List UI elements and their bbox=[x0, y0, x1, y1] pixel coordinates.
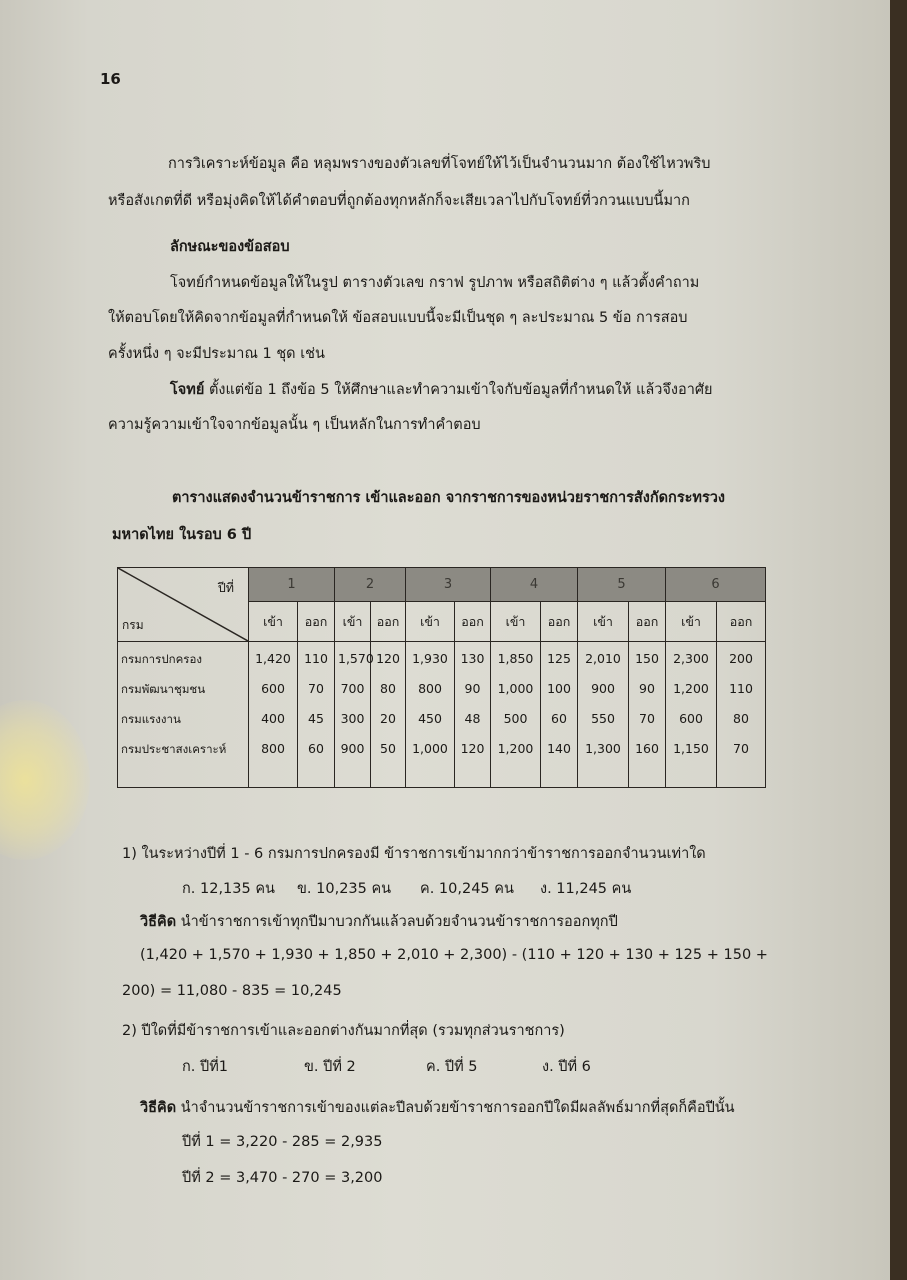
table-cell: 150 bbox=[635, 651, 659, 666]
table-cell: 45 bbox=[308, 711, 324, 726]
dept-column bbox=[118, 642, 249, 788]
table-cell: 1,930 bbox=[412, 651, 448, 666]
out-header: ออก bbox=[717, 602, 766, 642]
description-line-2: ให้ตอบโดยให้คิดจากข้อมูลที่กำหนดให้ ข้อสอบแบบนี้จะมีเป็นชุด ๆ ละประมาณ 5 ข้อ การสอบ bbox=[108, 310, 688, 326]
table-cell: 80 bbox=[380, 681, 396, 696]
table-cell: 450 bbox=[418, 711, 442, 726]
table-cell: 20 bbox=[380, 711, 396, 726]
q2-question: 2) ปีใดที่มีข้าราชการเข้าและออกต่างกันมากที่สุด (รวมทุกส่วนราชการ) bbox=[122, 1023, 565, 1039]
description-line-1: โจทย์กำหนดข้อมูลให้ในรูป ตารางตัวเลข กราฟ รูปภาพ หรือสถิติต่าง ๆ แล้วตั้งคำถาม bbox=[170, 275, 700, 291]
value-column bbox=[491, 642, 541, 788]
year-header: 2 bbox=[335, 568, 406, 602]
q1-method bbox=[140, 910, 618, 933]
value-column bbox=[578, 642, 629, 788]
out-header: ออก bbox=[541, 602, 578, 642]
table-cell: 120 bbox=[460, 741, 485, 756]
instruction-line-1 bbox=[170, 378, 713, 401]
value-column bbox=[541, 642, 578, 788]
intro-line-2: หรือสังเกตที่ดี หรือมุ่งคิดให้ได้คำตอบที่ถูกต้องทุกหลักก็จะเสียเวลาไปกับโจทย์ที่วกวนแบบนี้มาก bbox=[108, 193, 690, 209]
in-header: เข้า bbox=[249, 602, 298, 642]
table-cell: 1,000 bbox=[412, 741, 448, 756]
q2-method-label: วิธีคิด bbox=[140, 1100, 177, 1116]
table-cell: 400 bbox=[261, 711, 285, 726]
table-cell: 90 bbox=[639, 681, 655, 696]
year-header: 5 bbox=[578, 568, 666, 602]
value-column bbox=[371, 642, 406, 788]
table-cell: 70 bbox=[639, 711, 655, 726]
table-body-row bbox=[118, 642, 766, 788]
dept-name: กรมประชาสงเคราะห์ bbox=[121, 742, 227, 756]
out-header: ออก bbox=[629, 602, 666, 642]
table-cell: 130 bbox=[460, 651, 485, 666]
table-title-line-2: มหาดไทย ในรอบ 6 ปี bbox=[112, 527, 252, 543]
year-header: 1 bbox=[249, 568, 335, 602]
table-cell: 70 bbox=[733, 741, 749, 756]
table-cell: 100 bbox=[547, 681, 571, 696]
table-title-line-1: ตารางแสดงจำนวนข้าราชการ เข้าและออก จากราชการของหน่วยราชการสังกัดกระทรวง bbox=[172, 490, 725, 506]
table-cell: 1,150 bbox=[673, 741, 709, 756]
q2-method-text: นำจำนวนข้าราชการเข้าของแต่ละปีลบด้วยข้าราชการออกปีใดมีผลลัพธ์มากที่สุดก็คือปีนั้น bbox=[180, 1100, 735, 1116]
instruction-line-2: ความรู้ความเข้าใจจากข้อมูลนั้น ๆ เป็นหลักในการทำคำตอบ bbox=[108, 417, 481, 433]
table-cell: 2,010 bbox=[585, 651, 621, 666]
value-column bbox=[406, 642, 455, 788]
table-cell: 600 bbox=[261, 681, 285, 696]
table-cell: 500 bbox=[503, 711, 528, 726]
dept-name: กรมพัฒนาชุมชน bbox=[121, 682, 206, 696]
table-cell: 120 bbox=[376, 651, 400, 666]
table-cell: 70 bbox=[308, 681, 324, 696]
table-corner-header bbox=[118, 568, 249, 642]
table-cell: 110 bbox=[304, 651, 328, 666]
table-cell: 48 bbox=[464, 711, 481, 726]
personnel-table bbox=[117, 567, 766, 788]
value-column bbox=[629, 642, 666, 788]
q1-choice-d: ง. 11,245 คน bbox=[540, 881, 632, 897]
year-header: 3 bbox=[406, 568, 491, 602]
out-header: ออก bbox=[298, 602, 335, 642]
table-cell: 60 bbox=[551, 711, 567, 726]
instruction-label: โจทย์ bbox=[170, 382, 205, 398]
table-cell: 800 bbox=[418, 681, 442, 696]
dept-name: กรมแรงงาน bbox=[121, 712, 181, 726]
section-heading: ลักษณะของข้อสอบ bbox=[170, 239, 290, 255]
table-cell: 90 bbox=[464, 681, 481, 696]
table-cell: 2,300 bbox=[673, 651, 709, 666]
instruction-text: ตั้งแต่ข้อ 1 ถึงข้อ 5 ให้ศึกษาและทำความเข้าใจกับข้อมูลที่กำหนดให้ แล้วจึงอาศัย bbox=[208, 382, 713, 398]
in-header: เข้า bbox=[406, 602, 455, 642]
in-header: เข้า bbox=[578, 602, 629, 642]
description-line-3: ครั้งหนึ่ง ๆ จะมีประมาณ 1 ชุด เช่น bbox=[108, 346, 325, 362]
q2-choice-c: ค. ปีที่ 5 bbox=[426, 1059, 478, 1075]
table-cell: 60 bbox=[308, 741, 324, 756]
table-cell: 900 bbox=[591, 681, 615, 696]
table-cell: 160 bbox=[635, 741, 659, 756]
table-cell: 550 bbox=[591, 711, 615, 726]
q1-choice-b: ข. 10,235 คน bbox=[297, 881, 392, 897]
table-cell: 50 bbox=[380, 741, 396, 756]
q1-method-text: นำข้าราชการเข้าทุกปีมาบวกกันแล้วลบด้วยจำนวนข้าราชการออกทุกปี bbox=[180, 914, 618, 930]
q1-question: 1) ในระหว่างปีที่ 1 - 6 กรมการปกครองมี ข้าราชการเข้ามากกว่าข้าราชการออกจำนวนเท่าใด bbox=[122, 846, 706, 862]
value-column bbox=[335, 642, 374, 788]
year-header: 4 bbox=[491, 568, 578, 602]
out-header: ออก bbox=[371, 602, 406, 642]
value-column bbox=[249, 642, 298, 788]
table-cell: 1,200 bbox=[673, 681, 709, 696]
value-column bbox=[717, 642, 766, 788]
q2-choice-b: ข. ปีที่ 2 bbox=[304, 1059, 356, 1075]
table-cell: 140 bbox=[547, 741, 571, 756]
header-dept-label: กรม bbox=[122, 618, 144, 632]
table-cell: 1,570 bbox=[338, 651, 374, 666]
table-cell: 1,300 bbox=[585, 741, 621, 756]
value-column bbox=[298, 642, 335, 788]
table-cell: 1,200 bbox=[497, 741, 534, 756]
q1-choice-c: ค. 10,245 คน bbox=[420, 881, 514, 897]
table-cell: 800 bbox=[261, 741, 285, 756]
table-cell: 700 bbox=[340, 681, 365, 696]
value-column bbox=[455, 642, 491, 788]
q1-choice-a: ก. 12,135 คน bbox=[182, 881, 275, 897]
table-cell: 1,850 bbox=[497, 651, 534, 666]
header-year-label: ปีที่ bbox=[217, 580, 234, 595]
page-number: 16 bbox=[100, 70, 121, 88]
q1-method-label: วิธีคิด bbox=[140, 914, 177, 930]
table-cell: 125 bbox=[547, 651, 571, 666]
q2-method bbox=[140, 1096, 735, 1119]
out-header: ออก bbox=[455, 602, 491, 642]
table-cell: 900 bbox=[340, 741, 365, 756]
table-cell: 300 bbox=[340, 711, 365, 726]
q1-calc-line-2: 200) = 11,080 - 835 = 10,245 bbox=[122, 983, 342, 999]
in-header: เข้า bbox=[491, 602, 541, 642]
table-cell: 1,420 bbox=[255, 651, 291, 666]
intro-line-1: การวิเคราะห์ข้อมูล คือ หลุมพรางของตัวเลขที่โจทย์ให้ไว้เป็นจำนวนมาก ต้องใช้ไหวพริบ bbox=[168, 156, 711, 172]
q2-calc-line-2: ปีที่ 2 = 3,470 - 270 = 3,200 bbox=[182, 1170, 383, 1186]
table-cell: 1,000 bbox=[497, 681, 534, 696]
dept-name: กรมการปกครอง bbox=[121, 652, 202, 666]
in-header: เข้า bbox=[335, 602, 371, 642]
table-cell: 110 bbox=[729, 681, 753, 696]
table-cell: 600 bbox=[679, 711, 703, 726]
year-header: 6 bbox=[666, 568, 766, 602]
q2-choice-d: ง. ปีที่ 6 bbox=[542, 1059, 591, 1075]
value-column bbox=[666, 642, 717, 788]
in-header: เข้า bbox=[666, 602, 717, 642]
q2-choice-a: ก. ปีที่1 bbox=[182, 1059, 228, 1075]
page-stain bbox=[0, 700, 90, 860]
table-cell: 200 bbox=[729, 651, 753, 666]
table-cell: 80 bbox=[733, 711, 749, 726]
q1-calc-line-1: (1,420 + 1,570 + 1,930 + 1,850 + 2,010 + 2,300) - (110 + 120 + 130 + 125 + 150 + bbox=[140, 947, 768, 963]
q2-calc-line-1: ปีที่ 1 = 3,220 - 285 = 2,935 bbox=[182, 1134, 383, 1150]
